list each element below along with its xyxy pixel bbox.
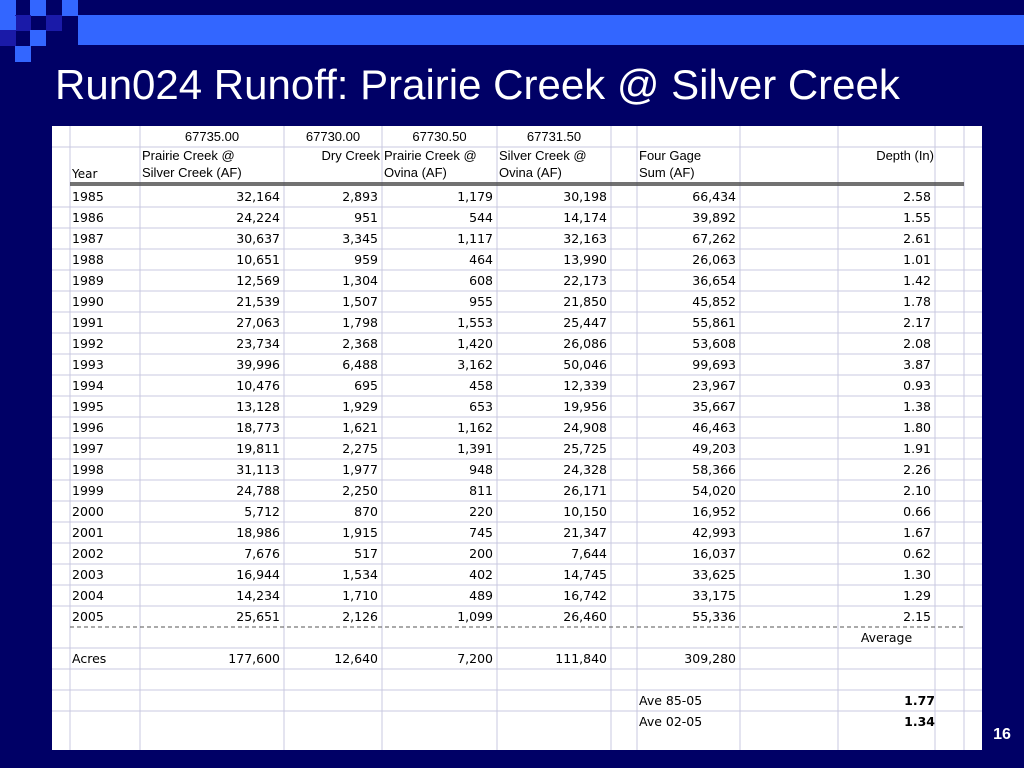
value-cell: 2.61 bbox=[903, 231, 931, 246]
value-cell: 24,328 bbox=[563, 462, 607, 477]
value-cell: 1,507 bbox=[342, 294, 378, 309]
value-cell: 13,990 bbox=[563, 252, 607, 267]
value-cell: 32,163 bbox=[563, 231, 607, 246]
value-cell: 5,712 bbox=[244, 504, 280, 519]
value-cell: 544 bbox=[469, 210, 493, 225]
column-header-line: Ovina (AF) bbox=[499, 165, 562, 180]
accent-square bbox=[0, 16, 16, 30]
value-cell: 1,117 bbox=[457, 231, 493, 246]
column-header-line: Depth (In) bbox=[876, 148, 934, 163]
acres-value: 177,600 bbox=[228, 651, 280, 666]
year-cell: 1994 bbox=[72, 378, 104, 393]
value-cell: 220 bbox=[469, 504, 493, 519]
value-cell: 54,020 bbox=[692, 483, 736, 498]
value-cell: 3,162 bbox=[457, 357, 493, 372]
value-cell: 1,179 bbox=[457, 189, 493, 204]
value-cell: 1.29 bbox=[903, 588, 931, 603]
column-header bbox=[639, 147, 739, 183]
value-cell: 19,811 bbox=[236, 441, 280, 456]
value-cell: 7,676 bbox=[244, 546, 280, 561]
column-header-line: Ovina (AF) bbox=[384, 165, 447, 180]
column-header-line: Silver Creek (AF) bbox=[142, 165, 242, 180]
column-header-line: Dry Creek bbox=[321, 148, 380, 163]
value-cell: 21,347 bbox=[563, 525, 607, 540]
value-cell: 1.38 bbox=[903, 399, 931, 414]
value-cell: 25,725 bbox=[563, 441, 607, 456]
value-cell: 2,368 bbox=[342, 336, 378, 351]
value-cell: 53,608 bbox=[692, 336, 736, 351]
value-cell: 0.62 bbox=[903, 546, 931, 561]
value-cell: 7,644 bbox=[571, 546, 607, 561]
value-cell: 35,667 bbox=[692, 399, 736, 414]
value-cell: 13,128 bbox=[236, 399, 280, 414]
value-cell: 2.10 bbox=[903, 483, 931, 498]
value-cell: 12,339 bbox=[563, 378, 607, 393]
summary-label: Ave 02-05 bbox=[639, 714, 703, 729]
value-cell: 2.26 bbox=[903, 462, 931, 477]
value-cell: 24,788 bbox=[236, 483, 280, 498]
value-cell: 1.01 bbox=[903, 252, 931, 267]
value-cell: 25,651 bbox=[236, 609, 280, 624]
value-cell: 26,063 bbox=[692, 252, 736, 267]
year-cell: 1999 bbox=[72, 483, 104, 498]
value-cell: 45,852 bbox=[692, 294, 736, 309]
value-cell: 16,944 bbox=[236, 567, 280, 582]
value-cell: 16,742 bbox=[563, 588, 607, 603]
year-cell: 1986 bbox=[72, 210, 104, 225]
value-cell: 608 bbox=[469, 273, 493, 288]
column-header bbox=[384, 147, 499, 183]
value-cell: 33,175 bbox=[692, 588, 736, 603]
value-cell: 1.55 bbox=[903, 210, 931, 225]
gage-id: 67731.50 bbox=[526, 129, 582, 144]
value-cell: 23,734 bbox=[236, 336, 280, 351]
value-cell: 2.58 bbox=[903, 189, 931, 204]
gage-id: 67730.00 bbox=[305, 129, 361, 144]
value-cell: 870 bbox=[354, 504, 378, 519]
value-cell: 1,710 bbox=[342, 588, 378, 603]
value-cell: 1,977 bbox=[342, 462, 378, 477]
value-cell: 1,534 bbox=[342, 567, 378, 582]
value-cell: 25,447 bbox=[563, 315, 607, 330]
value-cell: 26,086 bbox=[563, 336, 607, 351]
year-cell: 2002 bbox=[72, 546, 104, 561]
value-cell: 2,893 bbox=[342, 189, 378, 204]
year-cell: 1985 bbox=[72, 189, 104, 204]
value-cell: 10,651 bbox=[236, 252, 280, 267]
value-cell: 39,892 bbox=[692, 210, 736, 225]
year-cell: 2004 bbox=[72, 588, 104, 603]
year-cell: 1987 bbox=[72, 231, 104, 246]
value-cell: 1.30 bbox=[903, 567, 931, 582]
summary-label: Ave 85-05 bbox=[639, 693, 703, 708]
value-cell: 1,621 bbox=[342, 420, 378, 435]
value-cell: 18,773 bbox=[236, 420, 280, 435]
value-cell: 42,993 bbox=[692, 525, 736, 540]
value-cell: 10,476 bbox=[236, 378, 280, 393]
value-cell: 1.42 bbox=[903, 273, 931, 288]
year-cell: 1998 bbox=[72, 462, 104, 477]
value-cell: 458 bbox=[469, 378, 493, 393]
value-cell: 67,262 bbox=[692, 231, 736, 246]
value-cell: 1,915 bbox=[342, 525, 378, 540]
acres-value: 111,840 bbox=[555, 651, 607, 666]
value-cell: 12,569 bbox=[236, 273, 280, 288]
year-cell: 1990 bbox=[72, 294, 104, 309]
value-cell: 1,929 bbox=[342, 399, 378, 414]
value-cell: 1,553 bbox=[457, 315, 493, 330]
average-label: Average bbox=[860, 630, 913, 645]
page-number: 16 bbox=[993, 726, 1011, 743]
value-cell: 36,654 bbox=[692, 273, 736, 288]
column-header-line: Prairie Creek @ bbox=[142, 148, 235, 163]
value-cell: 21,539 bbox=[236, 294, 280, 309]
accent-bar bbox=[78, 15, 1024, 45]
column-header-line: Four Gage bbox=[639, 148, 702, 163]
year-cell: 1995 bbox=[72, 399, 104, 414]
value-cell: 32,164 bbox=[236, 189, 280, 204]
value-cell: 31,113 bbox=[236, 462, 280, 477]
year-cell: 1997 bbox=[72, 441, 104, 456]
value-cell: 19,956 bbox=[563, 399, 607, 414]
gage-id: 67730.50 bbox=[412, 129, 467, 144]
value-cell: 948 bbox=[469, 462, 493, 477]
value-cell: 27,063 bbox=[236, 315, 280, 330]
value-cell: 24,908 bbox=[563, 420, 607, 435]
value-cell: 58,366 bbox=[692, 462, 736, 477]
value-cell: 811 bbox=[469, 483, 493, 498]
year-cell: 2003 bbox=[72, 567, 104, 582]
value-cell: 2.08 bbox=[903, 336, 931, 351]
value-cell: 2.15 bbox=[903, 609, 931, 624]
value-cell: 1,162 bbox=[457, 420, 493, 435]
value-cell: 55,336 bbox=[692, 609, 736, 624]
value-cell: 1.91 bbox=[903, 441, 931, 456]
acres-label: Acres bbox=[72, 651, 107, 666]
value-cell: 26,460 bbox=[563, 609, 607, 624]
value-cell: 517 bbox=[354, 546, 378, 561]
gage-id: 67735.00 bbox=[184, 129, 240, 144]
acres-value: 309,280 bbox=[684, 651, 736, 666]
value-cell: 21,850 bbox=[563, 294, 607, 309]
column-header-line: Sum (AF) bbox=[639, 165, 695, 180]
column-header-line: Silver Creek @ bbox=[499, 148, 587, 163]
acres-value: 12,640 bbox=[334, 651, 378, 666]
value-cell: 14,234 bbox=[236, 588, 280, 603]
value-cell: 49,203 bbox=[692, 441, 736, 456]
value-cell: 464 bbox=[469, 252, 493, 267]
value-cell: 951 bbox=[354, 210, 378, 225]
value-cell: 30,198 bbox=[563, 189, 607, 204]
column-header-line: Prairie Creek @ bbox=[384, 148, 477, 163]
value-cell: 14,745 bbox=[563, 567, 607, 582]
value-cell: 1.80 bbox=[903, 420, 931, 435]
summary-value: 1.34 bbox=[904, 714, 935, 729]
value-cell: 16,037 bbox=[692, 546, 736, 561]
value-cell: 23,967 bbox=[692, 378, 736, 393]
value-cell: 1.78 bbox=[903, 294, 931, 309]
acres-value: 7,200 bbox=[457, 651, 493, 666]
value-cell: 14,174 bbox=[563, 210, 607, 225]
value-cell: 50,046 bbox=[563, 357, 607, 372]
year-cell: 1988 bbox=[72, 252, 104, 267]
column-header bbox=[499, 147, 611, 183]
value-cell: 39,996 bbox=[236, 357, 280, 372]
value-cell: 26,171 bbox=[563, 483, 607, 498]
value-cell: 1.67 bbox=[903, 525, 931, 540]
year-cell: 2001 bbox=[72, 525, 104, 540]
value-cell: 0.93 bbox=[903, 378, 931, 393]
value-cell: 16,952 bbox=[692, 504, 736, 519]
value-cell: 402 bbox=[469, 567, 493, 582]
value-cell: 1,420 bbox=[457, 336, 493, 351]
year-cell: 1996 bbox=[72, 420, 104, 435]
column-header bbox=[286, 147, 380, 183]
year-cell: 1993 bbox=[72, 357, 104, 372]
value-cell: 653 bbox=[469, 399, 493, 414]
value-cell: 6,488 bbox=[342, 357, 378, 372]
year-cell: 2000 bbox=[72, 504, 104, 519]
value-cell: 22,173 bbox=[563, 273, 607, 288]
spreadsheet-table bbox=[52, 126, 982, 750]
slide-title: Run024 Runoff: Prairie Creek @ Silver Creek bbox=[55, 61, 900, 108]
value-cell: 2,250 bbox=[342, 483, 378, 498]
value-cell: 66,434 bbox=[692, 189, 736, 204]
year-cell: 1992 bbox=[72, 336, 104, 351]
value-cell: 1,798 bbox=[342, 315, 378, 330]
value-cell: 0.66 bbox=[903, 504, 931, 519]
value-cell: 745 bbox=[469, 525, 493, 540]
value-cell: 695 bbox=[354, 378, 378, 393]
value-cell: 24,224 bbox=[236, 210, 280, 225]
value-cell: 18,986 bbox=[236, 525, 280, 540]
value-cell: 959 bbox=[354, 252, 378, 267]
column-header bbox=[142, 147, 282, 183]
value-cell: 46,463 bbox=[692, 420, 736, 435]
value-cell: 2,126 bbox=[342, 609, 378, 624]
value-cell: 30,637 bbox=[236, 231, 280, 246]
value-cell: 55,861 bbox=[692, 315, 736, 330]
summary-value: 1.77 bbox=[904, 693, 935, 708]
value-cell: 1,304 bbox=[342, 273, 378, 288]
value-cell: 955 bbox=[469, 294, 493, 309]
value-cell: 99,693 bbox=[692, 357, 736, 372]
value-cell: 33,625 bbox=[692, 567, 736, 582]
value-cell: 2.17 bbox=[903, 315, 931, 330]
value-cell: 489 bbox=[469, 588, 493, 603]
year-cell: 1989 bbox=[72, 273, 104, 288]
year-cell: 2005 bbox=[72, 609, 104, 624]
value-cell: 3.87 bbox=[903, 357, 931, 372]
column-header bbox=[838, 147, 934, 183]
value-cell: 10,150 bbox=[563, 504, 607, 519]
year-cell: 1991 bbox=[72, 315, 104, 330]
value-cell: 1,391 bbox=[457, 441, 493, 456]
column-header-year: Year bbox=[72, 167, 98, 181]
value-cell: 3,345 bbox=[342, 231, 378, 246]
value-cell: 2,275 bbox=[342, 441, 378, 456]
value-cell: 200 bbox=[469, 546, 493, 561]
value-cell: 1,099 bbox=[457, 609, 493, 624]
